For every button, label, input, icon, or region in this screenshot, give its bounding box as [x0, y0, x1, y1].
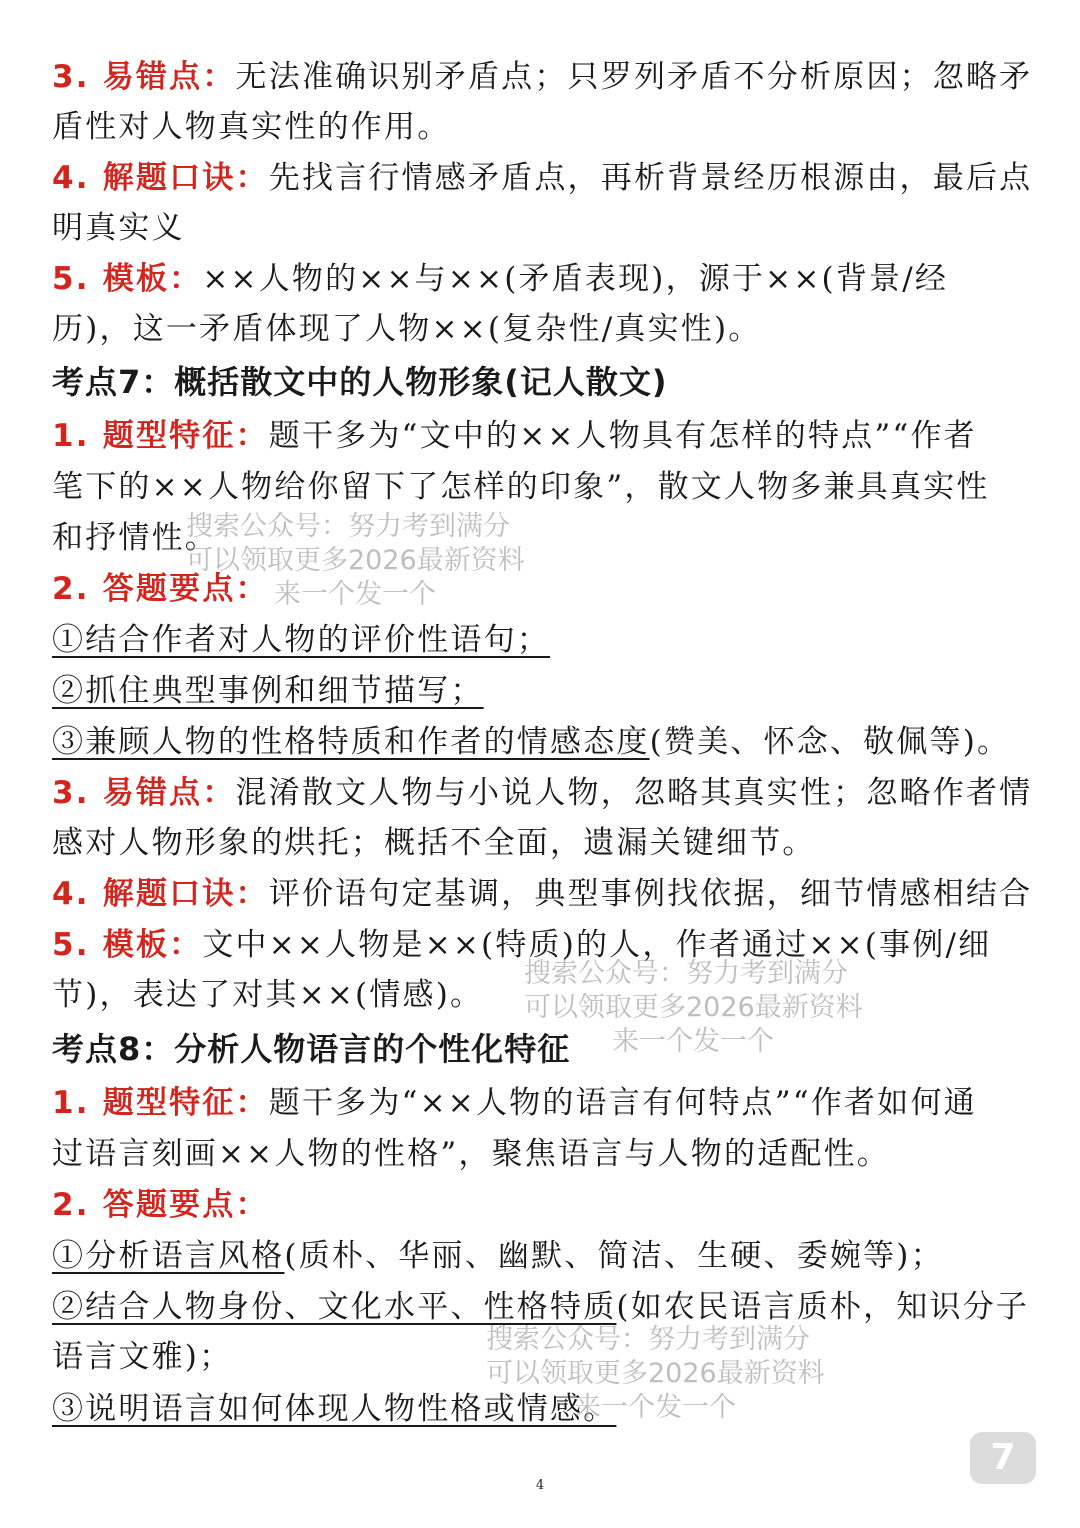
k8-point-1 — [52, 1236, 1028, 1276]
k7-feature-line-3: 和抒情性。 — [52, 520, 218, 556]
watermark-2-line-1: 搜索公众号：努力考到满分 — [524, 958, 848, 989]
k7-template-line — [52, 925, 1028, 965]
mistakes-line-cont: 盾性对人物真实性的作用。 — [52, 109, 451, 145]
k7-point-3-rest: (赞美、怀念、敬佩等)。 — [649, 724, 1011, 760]
template-line-cont: 历)，这一矛盾体现了人物××(复杂性/真实性)。 — [52, 311, 762, 347]
k8-point-1-rest: (质朴、华丽、幽默、简洁、生硬、委婉等)； — [284, 1238, 944, 1274]
mnemonic-label: 4. 解题口诀： — [52, 160, 269, 196]
k7-mistakes-text: 混淆散文人物与小说人物，忽略其真实性；忽略作者情 — [235, 775, 1033, 811]
k7-point-3 — [52, 722, 1028, 762]
k8-point-2-rest: (如农民语言质朴，知识分子 — [616, 1289, 1030, 1325]
k8-feature-line — [52, 1083, 1028, 1123]
k8-point-1-underlined: ①分析语言风格 — [52, 1238, 285, 1274]
mnemonic-line — [52, 158, 1033, 198]
page-number: 4 — [535, 1478, 545, 1493]
watermark-1-line-3: 来一个发一个 — [274, 579, 436, 610]
k7-mnemonic-text: 评价语句定基调，典型事例找依据，细节情感相结合 — [268, 876, 1033, 912]
k8-points-label-text: 2. 答题要点： — [52, 1187, 269, 1223]
watermark-2-line-2: 可以领取更多2026最新资料 — [524, 992, 863, 1023]
k7-template-line-2: 节)，表达了对其××(情感)。 — [52, 977, 484, 1013]
k7-mnemonic-label: 4. 解题口诀： — [52, 876, 269, 912]
watermark-3-line-1: 搜索公众号：努力考到满分 — [486, 1324, 810, 1355]
k7-point-1 — [52, 620, 1028, 660]
k8-point-2-cont: 语言文雅)； — [52, 1339, 233, 1375]
k7-feature-line — [52, 416, 1028, 456]
mistakes-text: 无法准确识别矛盾点；只罗列矛盾不分析原因；忽略矛 — [235, 59, 1033, 95]
k8-feature-line-2: 过语言刻画××人物的性格”，聚焦语言与人物的适配性。 — [52, 1136, 890, 1172]
k7-template-label: 5. 模板： — [52, 927, 203, 963]
k8-point-2 — [52, 1287, 1028, 1327]
page-badge: 7 — [970, 1432, 1036, 1484]
k8-point-3 — [52, 1389, 1028, 1429]
k7-feature-text: 题干多为“文中的××人物具有怎样的特点”“作者 — [268, 418, 977, 454]
k7-mistakes-line — [52, 773, 1033, 813]
mnemonic-text: 先找言行情感矛盾点，再析背景经历根源由，最后点 — [268, 160, 1033, 196]
k7-point-2 — [52, 671, 1028, 711]
watermark-3-line-3: 来一个发一个 — [574, 1392, 736, 1423]
section-heading-k8: 考点8：分析人物语言的个性化特征 — [52, 1030, 571, 1068]
mistakes-label: 3. 易错点： — [52, 59, 236, 95]
k8-feature-text: 题干多为“××人物的语言有何特点”“作者如何通 — [268, 1085, 977, 1121]
k7-points-label — [52, 569, 1028, 609]
template-line — [52, 259, 1028, 299]
section-heading-k7: 考点7：概括散文中的人物形象(记人散文) — [52, 363, 668, 401]
k7-points-label-text: 2. 答题要点： — [52, 571, 269, 607]
k7-point-2-text: ②抓住典型事例和细节描写； — [52, 673, 484, 709]
mnemonic-line-cont: 明真实义 — [52, 210, 185, 246]
mistakes-line — [52, 57, 1033, 97]
watermark-1-line-1: 搜索公众号：努力考到满分 — [186, 511, 510, 542]
k7-feature-label: 1. 题型特征： — [52, 418, 269, 454]
k7-feature-line-2: 笔下的××人物给你留下了怎样的印象”，散文人物多兼具真实性 — [52, 469, 990, 505]
k7-point-1-text: ①结合作者对人物的评价性语句； — [52, 622, 550, 658]
k8-point-3-text: ③说明语言如何体现人物性格或情感。 — [52, 1391, 617, 1427]
k7-mistakes-line-2: 感对人物形象的烘托；概括不全面，遗漏关键细节。 — [52, 825, 816, 861]
watermark-3-line-2: 可以领取更多2026最新资料 — [486, 1358, 825, 1389]
k7-template-text: 文中××人物是××(特质)的人，作者通过××(事例/细 — [202, 927, 992, 963]
template-text: ××人物的××与××(矛盾表现)，源于××(背景/经 — [202, 261, 949, 297]
template-label: 5. 模板： — [52, 261, 203, 297]
k8-points-label — [52, 1185, 1028, 1225]
k8-feature-label: 1. 题型特征： — [52, 1085, 269, 1121]
watermark-1-line-2: 可以领取更多2026最新资料 — [186, 545, 525, 576]
k7-mistakes-label: 3. 易错点： — [52, 775, 236, 811]
k8-point-2-underlined: ②结合人物身份、文化水平、性格特质 — [52, 1289, 617, 1325]
k7-point-3-underlined: ③兼顾人物的性格特质和作者的情感态度 — [52, 724, 650, 760]
k7-mnemonic-line — [52, 874, 1033, 914]
watermark-2-line-3: 来一个发一个 — [612, 1026, 774, 1057]
